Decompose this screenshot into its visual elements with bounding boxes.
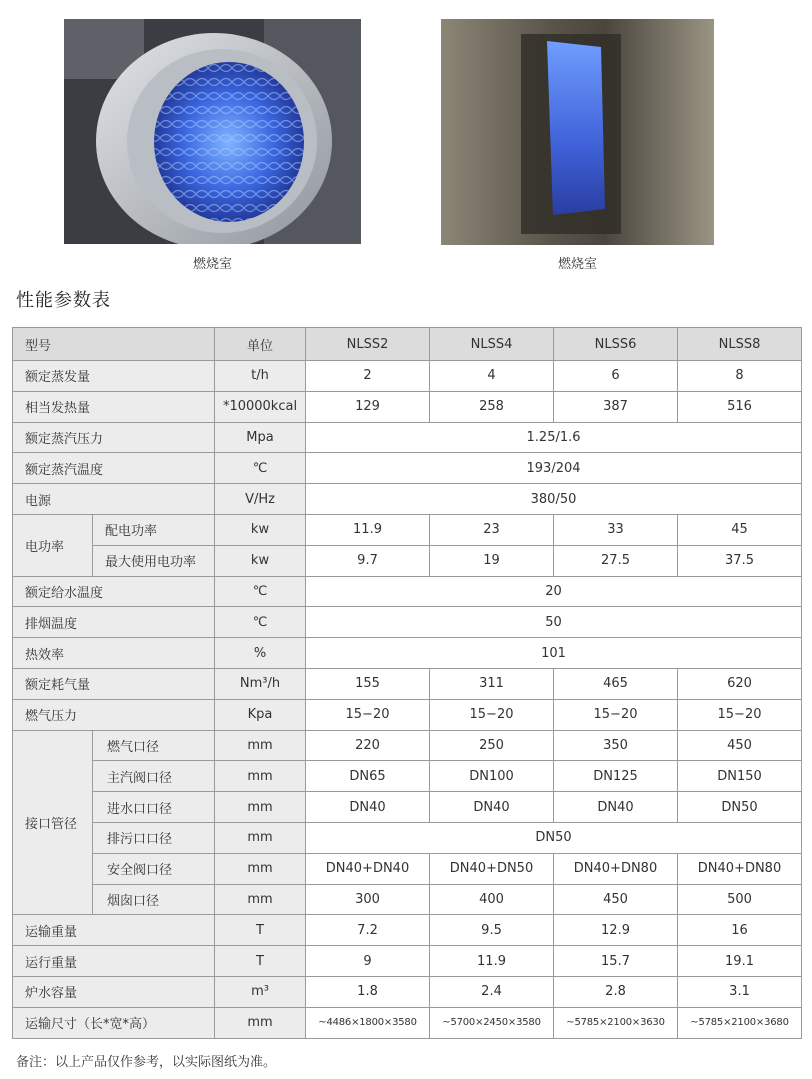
table-row bbox=[13, 730, 802, 761]
row-sublabel: 烟囱口径 bbox=[93, 884, 215, 915]
cell-value: DN100 bbox=[430, 761, 554, 792]
row-sublabel: 安全阀口径 bbox=[93, 853, 215, 884]
cell-value: 15−20 bbox=[678, 699, 802, 730]
cell-value-merged: 193/204 bbox=[306, 453, 802, 484]
cell-value: 300 bbox=[306, 884, 430, 915]
table-row bbox=[13, 576, 802, 607]
table-row bbox=[13, 884, 802, 915]
cell-value: 516 bbox=[678, 391, 802, 422]
cell-value: 2.8 bbox=[554, 976, 678, 1007]
cell-value: 620 bbox=[678, 668, 802, 699]
section-title: 性能参数表 bbox=[16, 290, 111, 311]
group-label: 接口管径 bbox=[13, 730, 93, 915]
row-sublabel: 主汽阀口径 bbox=[93, 761, 215, 792]
cell-value: 450 bbox=[678, 730, 802, 761]
row-unit: mm bbox=[215, 1007, 306, 1038]
cell-value: 400 bbox=[430, 884, 554, 915]
table-row bbox=[13, 361, 802, 392]
cell-value: ~5785×2100×3680 bbox=[678, 1007, 802, 1038]
cell-value: 19 bbox=[430, 545, 554, 576]
cell-value: 9.5 bbox=[430, 915, 554, 946]
row-label: 运输尺寸（长*宽*高） bbox=[13, 1007, 215, 1038]
row-unit: m³ bbox=[215, 976, 306, 1007]
row-label: 炉水容量 bbox=[13, 976, 215, 1007]
cell-value: 155 bbox=[306, 668, 430, 699]
row-unit: mm bbox=[215, 761, 306, 792]
row-unit: kw bbox=[215, 545, 306, 576]
row-unit: Kpa bbox=[215, 699, 306, 730]
row-unit: ℃ bbox=[215, 453, 306, 484]
header-model: NLSS6 bbox=[554, 328, 678, 361]
cell-value: 9 bbox=[306, 946, 430, 977]
row-unit: mm bbox=[215, 853, 306, 884]
cell-value-merged: 50 bbox=[306, 607, 802, 638]
cell-value: 1.8 bbox=[306, 976, 430, 1007]
cell-value: DN40+DN80 bbox=[678, 853, 802, 884]
row-sublabel: 进水口口径 bbox=[93, 792, 215, 823]
row-unit: ℃ bbox=[215, 607, 306, 638]
row-label: 燃气压力 bbox=[13, 699, 215, 730]
row-label: 额定耗气量 bbox=[13, 668, 215, 699]
cell-value: 465 bbox=[554, 668, 678, 699]
cell-value-merged: 20 bbox=[306, 576, 802, 607]
cell-value: 7.2 bbox=[306, 915, 430, 946]
combustion-chamber-photo-1 bbox=[64, 19, 361, 244]
cell-value: 16 bbox=[678, 915, 802, 946]
cell-value: 15−20 bbox=[306, 699, 430, 730]
cell-value: 23 bbox=[430, 514, 554, 545]
row-sublabel: 排污口口径 bbox=[93, 822, 215, 853]
cell-value: DN50 bbox=[678, 792, 802, 823]
combustion-chamber-photo-2 bbox=[441, 19, 714, 245]
cell-value: 258 bbox=[430, 391, 554, 422]
row-unit: *10000kcal bbox=[215, 391, 306, 422]
header-unit-label: 单位 bbox=[215, 328, 306, 361]
table-row bbox=[13, 915, 802, 946]
cell-value: 2.4 bbox=[430, 976, 554, 1007]
cell-value: 37.5 bbox=[678, 545, 802, 576]
burner-front-image bbox=[64, 19, 361, 244]
row-label: 额定给水温度 bbox=[13, 576, 215, 607]
cell-value: 2 bbox=[306, 361, 430, 392]
cell-value-merged: 1.25/1.6 bbox=[306, 422, 802, 453]
cell-value: DN40 bbox=[554, 792, 678, 823]
cell-value: DN40+DN50 bbox=[430, 853, 554, 884]
table-row bbox=[13, 792, 802, 823]
table-row bbox=[13, 391, 802, 422]
header-model: NLSS2 bbox=[306, 328, 430, 361]
cell-value: 19.1 bbox=[678, 946, 802, 977]
flame-view-image bbox=[441, 19, 714, 245]
cell-value: ~4486×1800×3580 bbox=[306, 1007, 430, 1038]
header-model: NLSS8 bbox=[678, 328, 802, 361]
cell-value: 12.9 bbox=[554, 915, 678, 946]
cell-value: DN125 bbox=[554, 761, 678, 792]
cell-value: 9.7 bbox=[306, 545, 430, 576]
cell-value: ~5785×2100×3630 bbox=[554, 1007, 678, 1038]
cell-value: 450 bbox=[554, 884, 678, 915]
row-unit: V/Hz bbox=[215, 484, 306, 515]
row-unit: T bbox=[215, 946, 306, 977]
table-row bbox=[13, 453, 802, 484]
cell-value: DN65 bbox=[306, 761, 430, 792]
header-model: NLSS4 bbox=[430, 328, 554, 361]
cell-value: 15−20 bbox=[554, 699, 678, 730]
cell-value-merged: DN50 bbox=[306, 822, 802, 853]
row-label: 排烟温度 bbox=[13, 607, 215, 638]
row-unit: % bbox=[215, 638, 306, 669]
table-row bbox=[13, 484, 802, 515]
cell-value: 33 bbox=[554, 514, 678, 545]
cell-value: 11.9 bbox=[306, 514, 430, 545]
row-unit: Mpa bbox=[215, 422, 306, 453]
row-sublabel: 配电功率 bbox=[93, 514, 215, 545]
row-sublabel: 燃气口径 bbox=[93, 730, 215, 761]
table-row bbox=[13, 822, 802, 853]
row-label: 额定蒸汽温度 bbox=[13, 453, 215, 484]
cell-value: 250 bbox=[430, 730, 554, 761]
row-label: 运输重量 bbox=[13, 915, 215, 946]
table-row bbox=[13, 976, 802, 1007]
cell-value: 220 bbox=[306, 730, 430, 761]
table-row bbox=[13, 514, 802, 545]
table-row bbox=[13, 638, 802, 669]
cell-value: 11.9 bbox=[430, 946, 554, 977]
table-row bbox=[13, 607, 802, 638]
row-label: 热效率 bbox=[13, 638, 215, 669]
row-label: 电源 bbox=[13, 484, 215, 515]
table-row bbox=[13, 699, 802, 730]
photo-caption-2: 燃烧室 bbox=[557, 257, 597, 272]
group-label: 电功率 bbox=[13, 514, 93, 576]
table-row bbox=[13, 422, 802, 453]
row-sublabel: 最大使用电功率 bbox=[93, 545, 215, 576]
row-label: 额定蒸发量 bbox=[13, 361, 215, 392]
row-label: 运行重量 bbox=[13, 946, 215, 977]
table-row bbox=[13, 545, 802, 576]
row-unit: ℃ bbox=[215, 576, 306, 607]
table-row bbox=[13, 668, 802, 699]
cell-value: DN150 bbox=[678, 761, 802, 792]
cell-value: DN40 bbox=[430, 792, 554, 823]
cell-value: ~5700×2450×3580 bbox=[430, 1007, 554, 1038]
row-unit: kw bbox=[215, 514, 306, 545]
row-label: 相当发热量 bbox=[13, 391, 215, 422]
table-row bbox=[13, 946, 802, 977]
cell-value: 129 bbox=[306, 391, 430, 422]
row-unit: t/h bbox=[215, 361, 306, 392]
cell-value: 500 bbox=[678, 884, 802, 915]
cell-value-merged: 101 bbox=[306, 638, 802, 669]
row-unit: mm bbox=[215, 792, 306, 823]
cell-value: DN40+DN40 bbox=[306, 853, 430, 884]
cell-value: 4 bbox=[430, 361, 554, 392]
row-unit: mm bbox=[215, 884, 306, 915]
row-unit: mm bbox=[215, 730, 306, 761]
cell-value: 350 bbox=[554, 730, 678, 761]
cell-value: 8 bbox=[678, 361, 802, 392]
cell-value: DN40 bbox=[306, 792, 430, 823]
photo-caption-1: 燃烧室 bbox=[192, 257, 232, 272]
cell-value: 15−20 bbox=[430, 699, 554, 730]
row-label: 额定蒸汽压力 bbox=[13, 422, 215, 453]
row-unit: Nm³/h bbox=[215, 668, 306, 699]
table-row bbox=[13, 853, 802, 884]
header-model-label: 型号 bbox=[13, 328, 215, 361]
cell-value: 15.7 bbox=[554, 946, 678, 977]
cell-value: 6 bbox=[554, 361, 678, 392]
performance-parameter-table bbox=[12, 327, 802, 1039]
cell-value: 3.1 bbox=[678, 976, 802, 1007]
cell-value: DN40+DN80 bbox=[554, 853, 678, 884]
cell-value-merged: 380/50 bbox=[306, 484, 802, 515]
cell-value: 387 bbox=[554, 391, 678, 422]
table-row bbox=[13, 1007, 802, 1038]
cell-value: 27.5 bbox=[554, 545, 678, 576]
table-row bbox=[13, 761, 802, 792]
row-unit: mm bbox=[215, 822, 306, 853]
table-header-row bbox=[13, 328, 802, 361]
row-unit: T bbox=[215, 915, 306, 946]
cell-value: 311 bbox=[430, 668, 554, 699]
cell-value: 45 bbox=[678, 514, 802, 545]
footnote: 备注：以上产品仅作参考，以实际图纸为准。 bbox=[16, 1055, 277, 1070]
